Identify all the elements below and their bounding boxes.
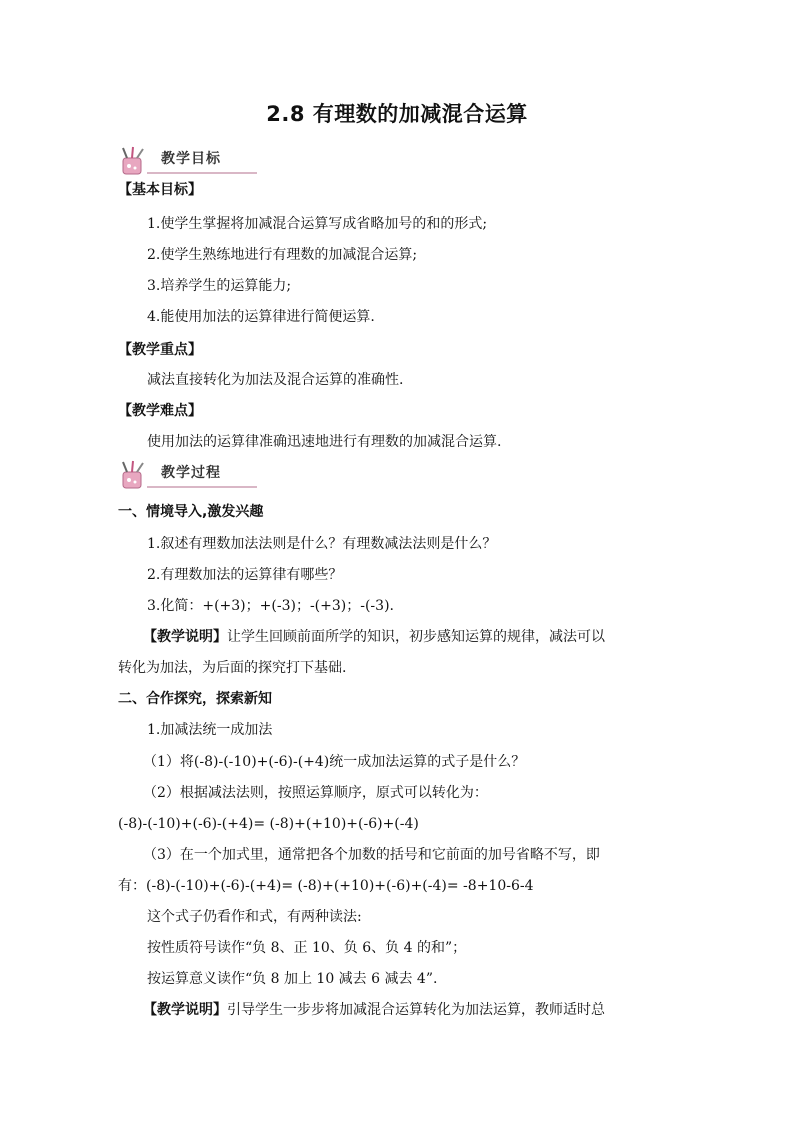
part2-step-3-line-1: （3）在一个加式里，通常把各个加数的括号和它前面的加号省略不写，即	[143, 847, 600, 863]
heading-difficulties: 【教学难点】	[118, 403, 202, 419]
difficulties-text: 使用加法的运算律准确迅速地进行有理数的加减混合运算.	[147, 434, 502, 450]
part1-note-line-1	[143, 627, 605, 647]
part1-note-line-2: 转化为加法，为后面的探究打下基础.	[118, 660, 347, 676]
part1-question-1: 1.叙述有理数加法法则是什么？有理数减法法则是什么？	[147, 536, 497, 552]
pencil-cup-icon	[117, 146, 151, 176]
part1-heading: 一、情境导入,激发兴趣	[118, 504, 264, 520]
goal-item-4: 4.能使用加法的运算律进行简便运算.	[147, 309, 375, 325]
pencil-cup-icon	[117, 460, 151, 490]
heading-key-points: 【教学重点】	[118, 342, 202, 358]
part2-step-2: （2）根据减法法则，按照运算顺序，原式可以转化为：	[143, 785, 488, 801]
part2-read-2: 按运算意义读作“负 8 加上 10 减去 6 减去 4”.	[147, 971, 438, 987]
goal-item-1: 1.使学生掌握将加减混合运算写成省略加号的和的形式;	[147, 216, 488, 232]
part2-read-intro: 这个式子仍看作和式，有两种读法:	[147, 909, 362, 925]
part2-step-3-line-2: 有：(-8)-(-10)+(-6)-(+4)= (-8)+(+10)+(-6)+(-4)= -8+10-6-4	[118, 878, 534, 894]
banner-underline	[147, 172, 257, 174]
note-label: 【教学说明】	[143, 629, 227, 645]
part2-heading: 二、合作探究，探索新知	[118, 691, 272, 707]
goal-item-3: 3.培养学生的运算能力;	[147, 278, 292, 294]
part2-note-line-1	[143, 1000, 605, 1020]
part2-equation-1: (-8)-(-10)+(-6)-(+4)= (-8)+(+10)+(-6)+(-4)	[118, 816, 419, 832]
part2-step-1: （1）将(-8)-(-10)+(-6)-(+4)统一成加法运算的式子是什么？	[143, 754, 526, 770]
note-text: 让学生回顾前面所学的知识，初步感知运算的规律，减法可以	[227, 629, 605, 645]
banner-underline	[147, 486, 257, 488]
heading-basic-goals: 【基本目标】	[118, 182, 202, 198]
banner-label-goals: 教学目标	[161, 151, 221, 167]
part2-subheading-1: 1.加减法统一成加法	[147, 722, 273, 738]
page-title: 2.8 有理数的加减混合运算	[266, 102, 528, 126]
note-text: 引导学生一步步将加减混合运算转化为加法运算，教师适时总	[227, 1002, 605, 1018]
goal-item-2: 2.使学生熟练地进行有理数的加减混合运算;	[147, 247, 418, 263]
part1-question-3: 3.化简：+(+3)；+(-3)；-(+3)；-(-3).	[147, 598, 394, 614]
banner-label-process: 教学过程	[161, 465, 221, 481]
section-banner-process	[117, 460, 247, 490]
part2-read-1: 按性质符号读作“负 8、正 10、负 6、负 4 的和”；	[147, 940, 467, 956]
note-label: 【教学说明】	[143, 1002, 227, 1018]
section-banner-goals	[117, 146, 247, 176]
key-points-text: 减法直接转化为加法及混合运算的准确性.	[147, 372, 404, 388]
part1-question-2: 2.有理数加法的运算律有哪些？	[147, 567, 343, 583]
